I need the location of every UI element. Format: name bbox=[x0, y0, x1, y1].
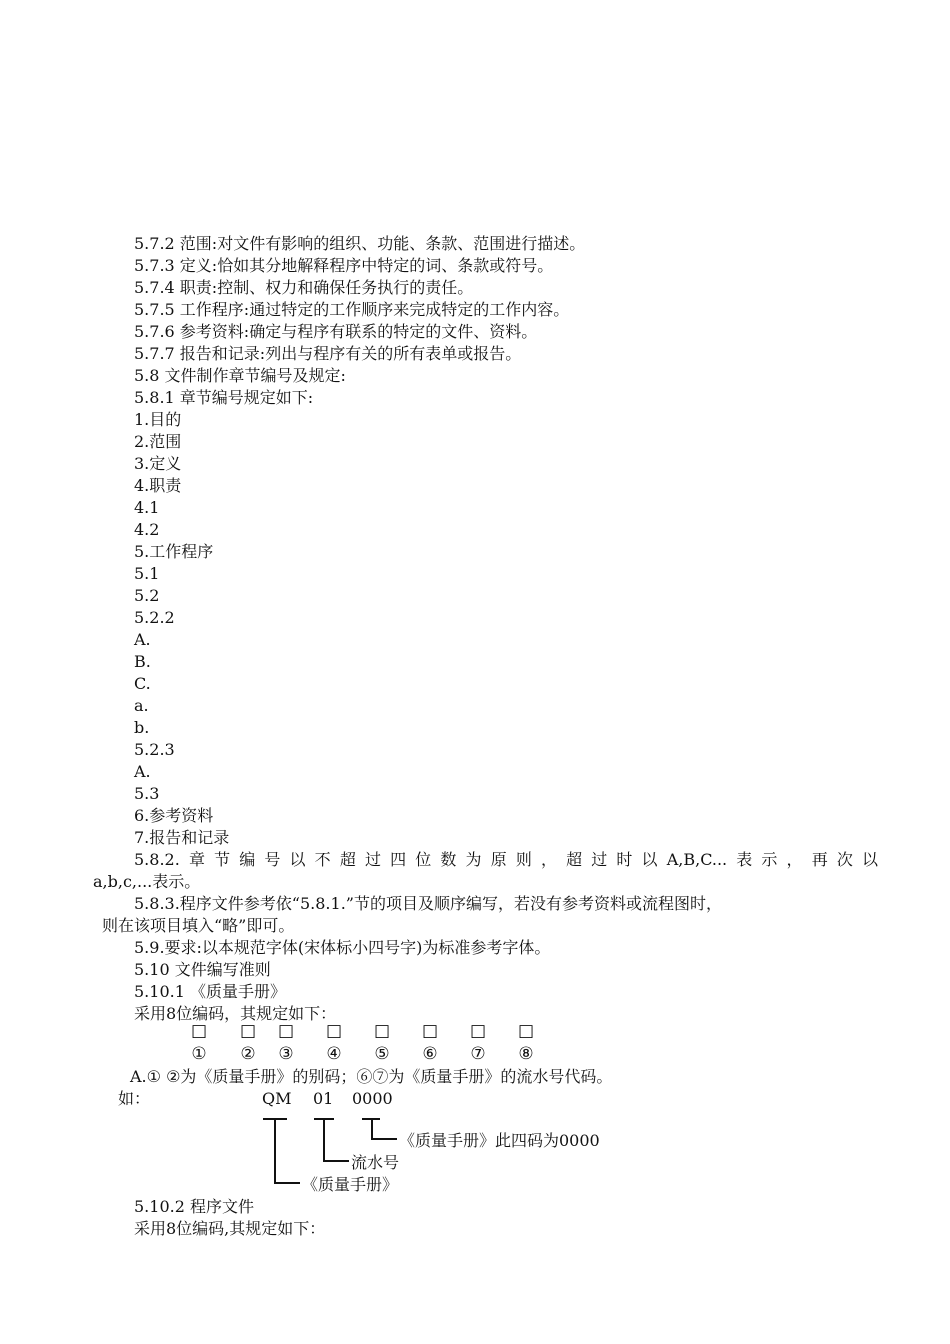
connector-line bbox=[274, 1182, 300, 1184]
paragraph-5-8-2-line1: 5.8.2.章节编号以不超过四位数为原则，超过时以A,B,C...表示，再次以 bbox=[134, 850, 878, 869]
text-line-A: A.① ②为《质量手册》的别码；⑥⑦为《质量手册》的流水号代码。 bbox=[130, 1067, 613, 1086]
text-line: 5.8.1 章节编号规定如下: bbox=[134, 388, 314, 407]
text-line: 3.定义 bbox=[134, 454, 182, 473]
code-box: □ bbox=[373, 1021, 391, 1041]
position-number: ① bbox=[191, 1044, 207, 1064]
text-line: 5.7.2 范围:对文件有影响的组织、功能、条款、范围进行描述。 bbox=[134, 234, 586, 253]
connector-line bbox=[274, 1118, 276, 1182]
position-number: ⑦ bbox=[470, 1044, 486, 1064]
text-line: 5.7.3 定义:恰如其分地解释程序中特定的词、条款或符号。 bbox=[134, 256, 554, 275]
position-number: ⑥ bbox=[422, 1044, 438, 1064]
text-line: 5.2.3 bbox=[134, 740, 175, 759]
code-box: □ bbox=[277, 1021, 295, 1041]
code-box: □ bbox=[325, 1021, 343, 1041]
connector-line bbox=[323, 1118, 325, 1160]
text-line-procedure-code: 采用8位编码,其规定如下： bbox=[134, 1219, 326, 1238]
example-label: 如： bbox=[118, 1089, 151, 1108]
text-line: b. bbox=[134, 718, 150, 737]
text-line: B. bbox=[134, 652, 151, 671]
tree-label: 《质量手册》此四码为0000 bbox=[399, 1131, 600, 1150]
text-line: 5.1 bbox=[134, 564, 160, 583]
code-part-zeros: 0000 bbox=[352, 1089, 393, 1108]
paragraph-5-8-3-line1: 5.8.3.程序文件参考依“5.8.1.”节的项目及顺序编写，若没有参考资料或流程图时， bbox=[134, 894, 722, 913]
text-line: 5.7.4 职责:控制、权力和确保任务执行的责任。 bbox=[134, 278, 474, 297]
text-line: 5.工作程序 bbox=[134, 542, 214, 561]
text-line: 6.参考资料 bbox=[134, 806, 214, 825]
text-line: 5.7.5 工作程序:通过特定的工作顺序来完成特定的工作内容。 bbox=[134, 300, 570, 319]
heading-5-10-1: 5.10.1 《质量手册》 bbox=[134, 982, 286, 1001]
position-number: ② bbox=[240, 1044, 256, 1064]
text-line: 5.3 bbox=[134, 784, 160, 803]
position-number: ⑤ bbox=[374, 1044, 390, 1064]
text-line: 5.2.2 bbox=[134, 608, 175, 627]
code-box: □ bbox=[517, 1021, 535, 1041]
text-line: 2.范围 bbox=[134, 432, 182, 451]
connector-line bbox=[371, 1118, 373, 1138]
paragraph-5-8-2-line2: a,b,c,...表示。 bbox=[93, 872, 201, 891]
text-line: 4.2 bbox=[134, 520, 160, 539]
tree-label: 流水号 bbox=[351, 1153, 400, 1172]
connector-line bbox=[323, 1160, 349, 1162]
text-line: C. bbox=[134, 674, 151, 693]
heading-5-10-2: 5.10.2 程序文件 bbox=[134, 1197, 254, 1216]
text-line: 5.2 bbox=[134, 586, 160, 605]
code-box: □ bbox=[421, 1021, 439, 1041]
text-line: 7.报告和记录 bbox=[134, 828, 230, 847]
connector-line bbox=[371, 1138, 397, 1140]
text-line: 5.8 文件制作章节编号及规定: bbox=[134, 366, 346, 385]
code-part-qm: QM bbox=[262, 1089, 292, 1108]
code-box: □ bbox=[239, 1021, 257, 1041]
position-number: ④ bbox=[326, 1044, 342, 1064]
text-line: 4.职责 bbox=[134, 476, 182, 495]
text-line: 5.7.6 参考资料:确定与程序有联系的特定的文件、资料。 bbox=[134, 322, 538, 341]
paragraph-5-8-3-line2: 则在该项目填入“略”即可。 bbox=[102, 916, 295, 935]
heading-5-10: 5.10 文件编写准则 bbox=[134, 960, 271, 979]
code-box: □ bbox=[190, 1021, 208, 1041]
text-line: 4.1 bbox=[134, 498, 160, 517]
text-line: 5.7.7 报告和记录:列出与程序有关的所有表单或报告。 bbox=[134, 344, 522, 363]
text-line: 1.目的 bbox=[134, 410, 182, 429]
text-line-8-digit-code: 采用8位编码，其规定如下： bbox=[134, 1004, 337, 1023]
text-line: a. bbox=[134, 696, 149, 715]
tree-label: 《质量手册》 bbox=[302, 1175, 399, 1194]
text-line-5-9: 5.9.要求:以本规范字体(宋体标小四号字)为标准参考字体。 bbox=[134, 938, 551, 957]
text-line: A. bbox=[134, 762, 151, 781]
code-box: □ bbox=[469, 1021, 487, 1041]
position-number: ③ bbox=[278, 1044, 294, 1064]
position-number: ⑧ bbox=[518, 1044, 534, 1064]
text-line: A. bbox=[134, 630, 151, 649]
code-part-serial: 01 bbox=[313, 1089, 334, 1108]
